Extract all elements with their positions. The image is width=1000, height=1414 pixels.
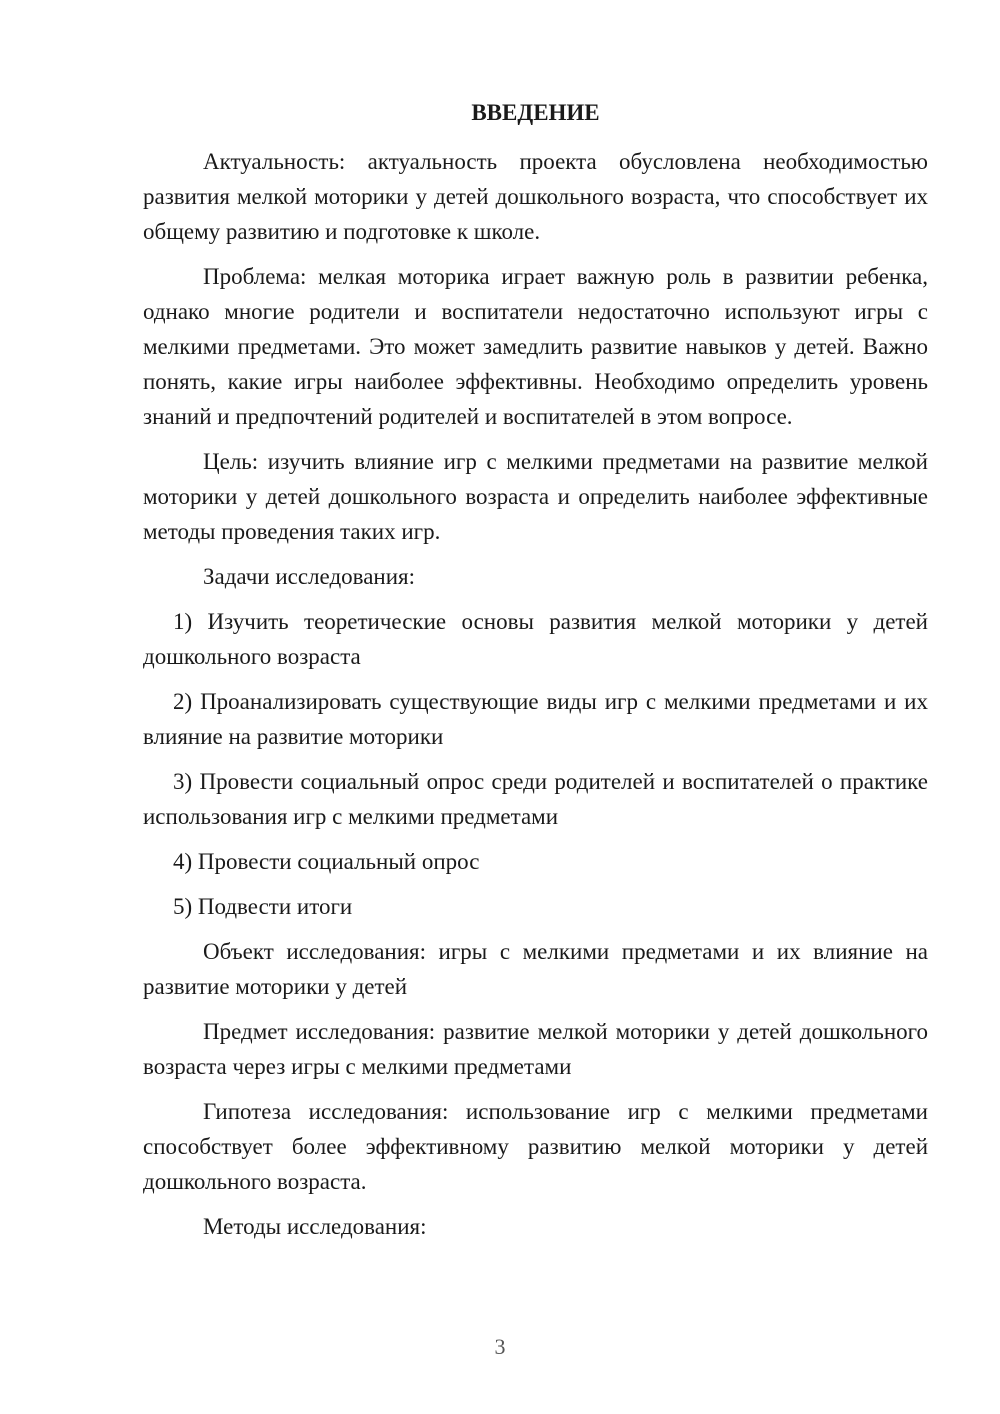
page-title: ВВЕДЕНИЕ <box>471 100 600 125</box>
paragraph-goal: Цель: изучить влияние игр с мелкими предметами на развитие мелкой моторики у детей дошкольного возраста и определить наиболее эффективные методы проведения таких игр. <box>143 449 928 544</box>
paragraph-methods: Методы исследования: <box>203 1214 427 1239</box>
paragraph-relevance: Актуальность: актуальность проекта обусловлена необходимостью развития мелкой моторики у детей дошкольного возраста, что способствует их общему развитию и подготовке к школе. <box>143 149 928 244</box>
paragraph-problem: Проблема: мелкая моторика играет важную роль в развитии ребенка, однако многие родители и воспитатели недостаточно используют игры с мелкими предметами. Это может замедлить развитие навыков у детей. Важно понять, какие игры наиболее эффективны. Необходимо определить уровень знаний и предпочтений родителей и воспитателей в этом вопросе. <box>143 264 928 429</box>
task-item-4: 4) Провести социальный опрос <box>173 849 480 874</box>
task-item-1: 1) Изучить теоретические основы развития мелкой моторики у детей дошкольного возраста <box>143 609 928 669</box>
paragraph-tasks-heading: Задачи исследования: <box>203 564 416 589</box>
paragraph-object: Объект исследования: игры с мелкими предметами и их влияние на развитие моторики у детей <box>143 939 928 999</box>
document-page <box>143 95 928 1254</box>
task-item-3: 3) Провести социальный опрос среди родителей и воспитателей о практике использования игр с мелкими предметами <box>143 769 928 829</box>
page-number: 3 <box>494 1334 506 1359</box>
task-item-5: 5) Подвести итоги <box>173 894 353 919</box>
paragraph-subject: Предмет исследования: развитие мелкой моторики у детей дошкольного возраста через игры с мелкими предметами <box>143 1019 928 1079</box>
paragraph-hypothesis: Гипотеза исследования: использование игр с мелкими предметами способствует более эффективному развитию мелкой моторики у детей дошкольного возраста. <box>143 1099 928 1194</box>
task-item-2: 2) Проанализировать существующие виды игр с мелкими предметами и их влияние на развитие моторики <box>143 689 928 749</box>
